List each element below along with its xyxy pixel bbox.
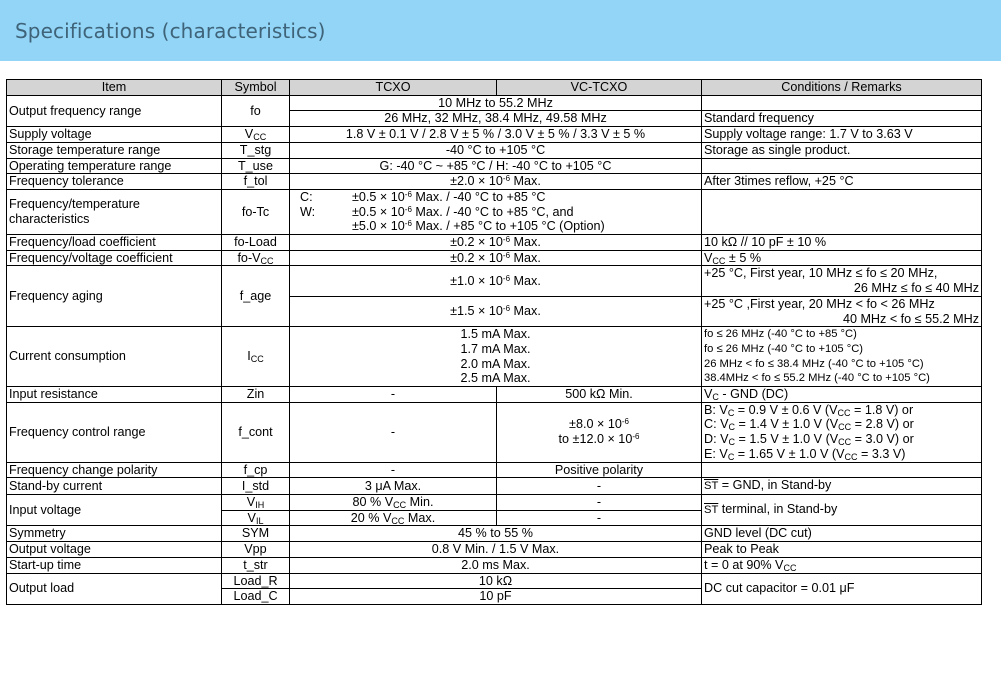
item-cell: Frequency/load coefficient bbox=[7, 235, 222, 251]
fotc-value bbox=[322, 219, 605, 234]
remark-subscript: C bbox=[727, 407, 735, 418]
table-row bbox=[7, 402, 982, 462]
vctcxo-cell: Positive polarity bbox=[497, 462, 702, 478]
standby-terminal-label: $\overline{ST}$ bbox=[704, 480, 719, 493]
tcxo-cell: - bbox=[290, 462, 497, 478]
remark-subscript: CC bbox=[838, 422, 852, 433]
page-header bbox=[0, 0, 1001, 61]
fotc-line bbox=[292, 205, 699, 220]
symbol-cell bbox=[222, 327, 290, 387]
remark-text: = 0.9 V ± 0.6 V (V bbox=[734, 402, 838, 417]
value-text: Max. bbox=[510, 273, 541, 288]
remark-text: = 3.0 V) or bbox=[851, 432, 914, 447]
remark-subscript: CC bbox=[844, 451, 858, 462]
tcxo-cell bbox=[290, 494, 497, 510]
value-text: 80 % V bbox=[352, 494, 394, 509]
symbol-cell: f_cp bbox=[222, 462, 290, 478]
vctcxo-cell: - bbox=[497, 494, 702, 510]
remark-cell: GND level (DC cut) bbox=[702, 526, 982, 542]
symbol-cell: Load_C bbox=[222, 589, 290, 605]
remark-text: V bbox=[704, 250, 713, 265]
symbol-text: V bbox=[244, 127, 254, 142]
item-cell bbox=[7, 189, 222, 234]
value-text: ±2.0 × 10 bbox=[450, 174, 503, 189]
value-cell: -40 °C to +105 °C bbox=[290, 142, 702, 158]
fotc-value bbox=[322, 205, 574, 220]
value-line bbox=[499, 432, 699, 447]
value-text: Max. bbox=[510, 250, 541, 265]
item-cell: Input voltage bbox=[7, 494, 222, 525]
symbol-cell: SYM bbox=[222, 526, 290, 542]
remark-text: terminal, in Stand-by bbox=[718, 502, 838, 517]
value-subscript: CC bbox=[391, 515, 405, 526]
value-text: to ±12.0 × 10 bbox=[558, 432, 633, 447]
remark-text: D: V bbox=[704, 432, 729, 447]
symbol-cell: f_tol bbox=[222, 174, 290, 190]
table-row bbox=[7, 235, 982, 251]
remark-line: 40 MHz < fo ≤ 55.2 MHz bbox=[842, 311, 979, 326]
item-cell: Frequency control range bbox=[7, 402, 222, 462]
table-row bbox=[7, 189, 982, 234]
item-cell: Frequency tolerance bbox=[7, 174, 222, 190]
remark-text: t = 0 at 90% V bbox=[704, 557, 784, 572]
value-text: ±0.5 × 10 bbox=[352, 189, 405, 204]
table-row bbox=[7, 327, 982, 387]
item-cell: Frequency aging bbox=[7, 266, 222, 327]
remark-cell: 10 kΩ // 10 pF ± 10 % bbox=[702, 235, 982, 251]
symbol-text: V bbox=[246, 494, 256, 509]
item-cell: Current consumption bbox=[7, 327, 222, 387]
value-cell: 45 % to 55 % bbox=[290, 526, 702, 542]
symbol-cell: Zin bbox=[222, 387, 290, 403]
header-tcxo: TCXO bbox=[290, 80, 497, 96]
symbol-cell: I_std bbox=[222, 478, 290, 495]
item-cell: Stand-by current bbox=[7, 478, 222, 495]
remark-text: V bbox=[704, 387, 713, 402]
remark-text: = 1.8 V) or bbox=[850, 402, 914, 417]
remark-line: 38.4MHz < fo ≤ 55.2 MHz (-40 °C to +105 °C) bbox=[704, 372, 930, 385]
remark-subscript: CC bbox=[837, 407, 851, 418]
remark-cell bbox=[702, 296, 982, 326]
remark-text: = 1.4 V ± 1.0 V (V bbox=[735, 417, 839, 432]
symbol-text: fo-V bbox=[237, 250, 261, 265]
table-row bbox=[7, 478, 982, 495]
item-cell: Symmetry bbox=[7, 526, 222, 542]
value-line: 1.7 mA Max. bbox=[460, 341, 531, 356]
remark-cell: DC cut capacitor = 0.01 μF bbox=[702, 573, 982, 604]
table-row bbox=[7, 542, 982, 558]
value-cell bbox=[290, 296, 702, 326]
value-cell: 10 MHz to 55.2 MHz bbox=[290, 95, 702, 111]
tcxo-cell: - bbox=[290, 387, 497, 403]
symbol-cell: T_use bbox=[222, 158, 290, 174]
value-cell bbox=[290, 235, 702, 251]
remark-text: = GND, in Stand-by bbox=[718, 478, 832, 493]
table-header-row bbox=[7, 80, 982, 96]
value-text: ±5.0 × 10 bbox=[352, 219, 405, 234]
remark-text: C: V bbox=[704, 417, 729, 432]
tcxo-cell: 3 μA Max. bbox=[290, 478, 497, 495]
table-row bbox=[7, 462, 982, 478]
specifications-table bbox=[6, 79, 982, 605]
symbol-text: V bbox=[247, 510, 256, 525]
table-row bbox=[7, 158, 982, 174]
remark-cell: Supply voltage range: 1.7 V to 3.63 V bbox=[702, 127, 982, 143]
table-row bbox=[7, 250, 982, 266]
symbol-subscript: CC bbox=[250, 354, 264, 365]
table-row bbox=[7, 142, 982, 158]
value-exponent: -6 bbox=[502, 304, 511, 314]
remark-cell: Peak to Peak bbox=[702, 542, 982, 558]
item-cell: Input resistance bbox=[7, 387, 222, 403]
remark-cell bbox=[702, 387, 982, 403]
value-cell: 10 pF bbox=[290, 589, 702, 605]
item-cell: Output voltage bbox=[7, 542, 222, 558]
value-exponent: -6 bbox=[502, 273, 511, 283]
remark-cell bbox=[702, 327, 982, 387]
value-cell: 2.0 ms Max. bbox=[290, 557, 702, 573]
page-title: Specifications (characteristics) bbox=[15, 19, 326, 43]
header-remarks: Conditions / Remarks bbox=[702, 80, 982, 96]
remark-line: 26 MHz ≤ fo ≤ 40 MHz bbox=[853, 281, 979, 296]
item-line: Frequency/temperature bbox=[9, 197, 140, 212]
remark-cell bbox=[702, 494, 982, 525]
value-text: Max. / -40 °C to +85 °C, and bbox=[411, 204, 574, 219]
value-text: ±0.5 × 10 bbox=[352, 204, 405, 219]
item-cell: Output frequency range bbox=[7, 95, 222, 126]
header-symbol: Symbol bbox=[222, 80, 290, 96]
remark-cell bbox=[702, 189, 982, 234]
value-cell: 26 MHz, 32 MHz, 38.4 MHz, 49.58 MHz bbox=[290, 111, 702, 127]
remark-subscript: C bbox=[728, 422, 735, 433]
remark-subscript: C bbox=[712, 392, 719, 403]
item-cell: Start-up time bbox=[7, 557, 222, 573]
remark-line: fo ≤ 26 MHz (-40 °C to +85 °C) bbox=[704, 328, 857, 341]
value-exponent: -6 bbox=[404, 189, 412, 199]
remark-cell bbox=[702, 557, 982, 573]
remark-line bbox=[704, 447, 979, 462]
remark-line: +25 °C, First year, 10 MHz ≤ fo ≤ 20 MHz, bbox=[704, 266, 938, 281]
value-text: ±1.0 × 10 bbox=[450, 273, 503, 288]
remark-cell bbox=[702, 158, 982, 174]
value-text: Max. / -40 °C to +85 °C bbox=[411, 189, 546, 204]
symbol-cell bbox=[222, 250, 290, 266]
symbol-subscript: IH bbox=[255, 499, 265, 510]
symbol-cell: fo-Tc bbox=[222, 189, 290, 234]
remark-text: = 3.3 V) bbox=[857, 446, 906, 461]
value-text: Max. bbox=[404, 510, 436, 525]
remark-text: - GND (DC) bbox=[718, 387, 789, 402]
table-row bbox=[7, 174, 982, 190]
remark-line bbox=[704, 403, 979, 418]
value-cell bbox=[290, 174, 702, 190]
fotc-line bbox=[292, 219, 699, 234]
value-line: 2.0 mA Max. bbox=[460, 356, 531, 371]
value-line: 1.5 mA Max. bbox=[460, 327, 531, 342]
vctcxo-cell bbox=[497, 402, 702, 462]
item-cell: Frequency/voltage coefficient bbox=[7, 250, 222, 266]
table-row bbox=[7, 266, 982, 296]
table-row bbox=[7, 494, 982, 510]
remark-line: fo ≤ 26 MHz (-40 °C to +105 °C) bbox=[704, 342, 864, 355]
value-line bbox=[499, 417, 699, 432]
symbol-cell: fo bbox=[222, 95, 290, 126]
table-row bbox=[7, 95, 982, 111]
remark-subscript: C bbox=[727, 451, 735, 462]
remark-subscript: CC bbox=[838, 437, 852, 448]
symbol-cell: f_cont bbox=[222, 402, 290, 462]
remark-text: B: V bbox=[704, 402, 728, 417]
value-cell bbox=[290, 266, 702, 296]
symbol-cell bbox=[222, 127, 290, 143]
grade-key bbox=[292, 219, 322, 234]
remark-text: = 1.65 V ± 1.0 V (V bbox=[734, 446, 845, 461]
remark-text: = 1.5 V ± 1.0 V (V bbox=[735, 432, 839, 447]
symbol-cell: t_str bbox=[222, 557, 290, 573]
symbol-subscript: CC bbox=[253, 132, 267, 143]
table-row bbox=[7, 573, 982, 589]
value-cell bbox=[290, 327, 702, 387]
fotc-line bbox=[292, 190, 699, 205]
remark-line: 26 MHz < fo ≤ 38.4 MHz (-40 °C to +105 °C) bbox=[704, 357, 924, 370]
value-cell: 1.8 V ± 0.1 V / 2.8 V ± 5 % / 3.0 V ± 5 % / 3.3 V ± 5 % bbox=[290, 127, 702, 143]
symbol-cell: fo-Load bbox=[222, 235, 290, 251]
symbol-cell: Load_R bbox=[222, 573, 290, 589]
remark-line bbox=[704, 417, 979, 432]
item-cell: Frequency change polarity bbox=[7, 462, 222, 478]
grade-key: W: bbox=[300, 204, 316, 219]
symbol-cell bbox=[222, 494, 290, 510]
standby-terminal-label: $\overline{ST}$ bbox=[704, 504, 719, 517]
symbol-subscript: CC bbox=[260, 255, 274, 266]
value-text: Max. / +85 °C to +105 °C (Option) bbox=[411, 219, 605, 234]
symbol-subscript: IL bbox=[255, 515, 264, 526]
remark-cell: After 3times reflow, +25 °C bbox=[702, 174, 982, 190]
fotc-value bbox=[322, 190, 546, 205]
value-text: 20 % V bbox=[350, 510, 392, 525]
item-cell: Operating temperature range bbox=[7, 158, 222, 174]
value-exponent: -6 bbox=[621, 417, 629, 427]
table-row bbox=[7, 557, 982, 573]
remark-cell bbox=[702, 462, 982, 478]
remark-line bbox=[704, 432, 979, 447]
value-exponent: -6 bbox=[404, 219, 412, 229]
remark-cell bbox=[702, 250, 982, 266]
value-text: Max. bbox=[510, 174, 541, 189]
value-text: ±1.5 × 10 bbox=[450, 304, 503, 319]
value-line: 2.5 mA Max. bbox=[460, 371, 531, 386]
vctcxo-cell: - bbox=[497, 478, 702, 495]
table-row bbox=[7, 127, 982, 143]
item-cell: Storage temperature range bbox=[7, 142, 222, 158]
value-cell: G: -40 °C ~ +85 °C / H: -40 °C to +105 °C bbox=[290, 158, 702, 174]
remark-subscript: C bbox=[728, 437, 735, 448]
item-cell: Supply voltage bbox=[7, 127, 222, 143]
value-text: Max. bbox=[510, 304, 541, 319]
grade-key: C: bbox=[300, 189, 313, 204]
value-cell bbox=[290, 189, 702, 234]
vctcxo-cell: 500 kΩ Min. bbox=[497, 387, 702, 403]
value-text: Max. bbox=[510, 235, 541, 250]
symbol-cell bbox=[222, 510, 290, 526]
remark-text: ± 5 % bbox=[725, 250, 762, 265]
value-text: ±8.0 × 10 bbox=[569, 417, 622, 432]
remark-cell bbox=[702, 266, 982, 296]
tcxo-cell bbox=[290, 510, 497, 526]
table-row bbox=[7, 526, 982, 542]
remark-cell bbox=[702, 402, 982, 462]
value-exponent: -6 bbox=[502, 235, 511, 245]
value-subscript: CC bbox=[393, 499, 407, 510]
value-cell: 10 kΩ bbox=[290, 573, 702, 589]
remark-text: E: V bbox=[704, 446, 728, 461]
remark-subscript: CC bbox=[783, 562, 797, 573]
vctcxo-cell: - bbox=[497, 510, 702, 526]
remark-line: +25 °C ,First year, 20 MHz < fo < 26 MHz bbox=[704, 296, 935, 311]
item-cell: Output load bbox=[7, 573, 222, 604]
remark-subscript: CC bbox=[712, 255, 726, 266]
remark-cell bbox=[702, 478, 982, 495]
value-cell: 0.8 V Min. / 1.5 V Max. bbox=[290, 542, 702, 558]
symbol-cell: f_age bbox=[222, 266, 290, 327]
item-line: characteristics bbox=[9, 211, 90, 226]
value-cell bbox=[290, 250, 702, 266]
value-exponent: -6 bbox=[404, 204, 412, 214]
header-item: Item bbox=[7, 80, 222, 96]
remark-text: = 2.8 V) or bbox=[851, 417, 914, 432]
symbol-text: I bbox=[247, 349, 251, 364]
symbol-cell: T_stg bbox=[222, 142, 290, 158]
remark-cell: Storage as single product. bbox=[702, 142, 982, 158]
tcxo-cell: - bbox=[290, 402, 497, 462]
value-text: ±0.2 × 10 bbox=[450, 235, 503, 250]
value-exponent: -6 bbox=[502, 174, 511, 184]
table-row bbox=[7, 387, 982, 403]
remark-cell bbox=[702, 95, 982, 111]
value-exponent: -6 bbox=[632, 432, 640, 442]
remark-cell: Standard frequency bbox=[702, 111, 982, 127]
symbol-cell: Vpp bbox=[222, 542, 290, 558]
value-text: ±0.2 × 10 bbox=[450, 250, 503, 265]
value-text: Min. bbox=[406, 494, 434, 509]
header-vctcxo: VC-TCXO bbox=[497, 80, 702, 96]
value-exponent: -6 bbox=[502, 250, 511, 260]
